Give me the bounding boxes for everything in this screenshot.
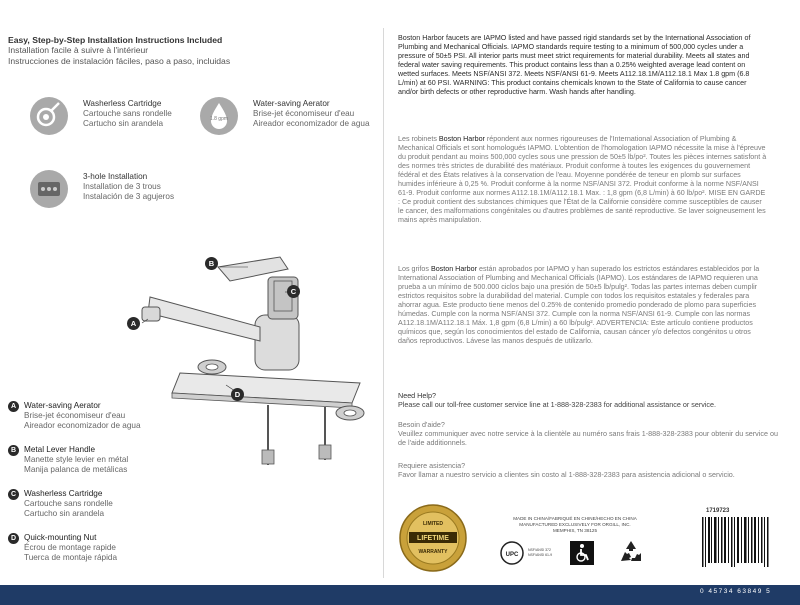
help-answer: Please call our toll-free customer service line at 1-888-328-2383 for additional assistance or service.: [398, 400, 717, 410]
seal-bot-text: WARRANTY: [418, 549, 448, 555]
paragraph-es-prefix: Los grifos: [398, 265, 431, 273]
callout-d: D: [231, 388, 244, 401]
legend-label-es: Tuerca de montaje rápida: [24, 553, 117, 562]
paragraph-fr-brand: Boston Harbor: [438, 135, 485, 143]
aerator-badge: 1.8 gpm: [209, 116, 229, 122]
help-question: Besoin d'aide?: [398, 420, 445, 429]
cartridge-icon: [30, 97, 68, 135]
legend-label-en: Washerless Cartridge: [24, 489, 103, 498]
barcode-icon: [700, 517, 772, 567]
paragraph-es-brand: Boston Harbor: [430, 265, 477, 273]
feature-label-fr: Installation de 3 trous: [83, 182, 161, 192]
made-in-block: [500, 516, 650, 534]
feature-label-en: 3-hole Installation: [83, 172, 148, 181]
callout-b: B: [205, 257, 218, 270]
legend-label-es: Aireador economizador de agua: [24, 421, 141, 430]
feature-label-es: Instalación de 3 agujeros: [83, 192, 175, 202]
help-es: [398, 461, 778, 479]
column-divider: [383, 28, 384, 578]
feature-label-es: Cartucho sin arandela: [83, 119, 164, 129]
callout-c: C: [287, 285, 300, 298]
feature-label-fr: Brise-jet économiseur d'eau: [253, 109, 355, 119]
sku-number: 1719723: [706, 508, 730, 514]
help-question: Requiere asistencia?: [398, 461, 466, 470]
legend-badge: B: [8, 445, 19, 456]
cert-line: NSF/ANSI 61-9: [528, 552, 553, 557]
help-answer: Veuillez communiquer avec notre service à la clientèle au numéro sans frais 1-888-328-2383 pour obtenir du service ou de l'aide additionnels.: [398, 429, 778, 448]
legend-badge: D: [8, 533, 19, 544]
recycle-icon: [616, 538, 646, 568]
help-fr: [398, 420, 778, 448]
legend-label-en: Water-saving Aerator: [24, 401, 101, 410]
legend-label-es: Manija palanca de metálicas: [24, 465, 128, 474]
legend-label-fr: Brise-jet économiseur d'eau: [24, 411, 126, 420]
three-hole-icon: [30, 170, 68, 208]
header-line-es: Instrucciones de instalación fáciles, paso a paso, incluidas: [8, 55, 231, 66]
paragraph-es: [398, 265, 768, 346]
feature-label-fr: Cartouche sans rondelle: [83, 109, 172, 119]
header: [8, 35, 378, 66]
faucet-illustration: [120, 245, 380, 475]
paragraph-fr-prefix: Les robinets: [398, 135, 439, 143]
barcode-digits: 0 45734 63849 5: [700, 588, 772, 595]
lifetime-warranty-seal: [398, 503, 468, 573]
seal-mid-text: LIFETIME: [417, 535, 449, 542]
legend-label-es: Cartucho sin arandela: [24, 509, 105, 518]
accessibility-icon: [570, 541, 594, 565]
legend-label-en: Metal Lever Handle: [24, 445, 95, 454]
feature-label-en: Water-saving Aerator: [253, 99, 330, 108]
callout-a: A: [127, 317, 140, 330]
legend-label-fr: Manette style levier en métal: [24, 455, 129, 464]
help-answer: Favor llamar a nuestro servicio a clientes sin costo al 1-888-328-2383 para asistencia adicional o servicio.: [398, 470, 735, 480]
paragraph-en: Boston Harbor faucets are IAPMO listed and have passed rigid standards set by the International Association of Plumbing and Mechanical Officials. IAPMO standards require testing to a minimum of 500,000 cycles under a pressure of 50±5 PSI. All interior parts must meet strict requirements for material durability. Meets all states and federal water saving requirements. This product contains less than a 0.25% weighted average lead content on wetted surfaces. Meets NSF/ANSI 372. Meets NSF/ANSI 61-9. Meets A112.18.1M/A112.18.1 Max 1.8 gpm (6.8 L/min) at 60 PSI. WARNING: This product contains chemicals known to the State of California to cause cancer and/or birth defects or other reproductive harm. Wash hands after handling.: [398, 34, 751, 96]
legend-badge: A: [8, 401, 19, 412]
paragraph-fr-body: répondent aux normes rigoureuses de l'International Association of Plumbing & Mechanical Officials et sont homologués IAPMO. L'obtention de l'homologation IAPMO nécessite la mise à l'épreuve du produit pendant au moins 500,000 cycles sous une pression de 50±5 lb/po². Toutes les pièces internes satisfont à des normes très strictes de durabilité des matériaux. Produit conforme à toutes les exigences du gouvernement fédéral et des États relatives à la conservation de l'eau. Moyenne pondérée de teneur en plomb sur surfaces humides inférieure à 0,25 %. Produit conforme à la norme NSF/ANSI 372. Produit conforme à la norme NSF/ANSI 61-9. Produit conforme aux normes A112.18.1M/A112.18.1 Max. : 1,8 gpm (6,8 L/min) à 60 lb/po². MISE EN GARDE : Ce produit contient des substances chimiques que l'État de la Californie considère comme susceptibles de causer le cancer, des malformations congénitales ou d'autres problèmes de santé reproductive. Se laver soigneusement les mains après manipulation.: [398, 135, 767, 224]
help-question: Need Help?: [398, 391, 436, 400]
cert-lines: [528, 548, 552, 557]
made-in-line: MEMPHIS, TN 38125: [552, 528, 598, 533]
seal-top-text: LIMITED: [423, 521, 443, 527]
legend-label-fr: Cartouche sans rondelle: [24, 499, 113, 508]
aerator-icon: [200, 97, 238, 135]
paragraph-es-body: están aprobados por IAPMO y han superado los estrictos estándares establecidos por la International Association of Plumbing and Mechanical Officials (IAPMO). Los estándares de IAPMO requieren una prueba a un mínimo de 500.000 ciclos bajo una presión de 50±5 lb/pulg². Todas las partes internas deben cumplir estrictos requisitos sobre la durabilidad del material. Cumple con todos los requisitos estatales y federales para ahorrar agua. Este producto tiene menos del 0.25% de contenido promedio ponderado de plomo para superficies húmedas. Cumple con la norma NSF/ANSI 372. Cumple con la norma NSF/ANSI 61-9. Cumple con las normas A112.18.1M/A112.18.1 Máx. 1,8 gpm (6,8 L/min) a 60 lb/pulg². ADVERTENCIA: Este artículo contiene productos químicos que, según los conocimientos del estado de California, causan cáncer y/o defectos congénitos u otros daños reproductivos. Lávese las manos después de utilizarlo.: [398, 265, 760, 345]
paragraph-fr: [398, 135, 768, 225]
header-line-en: Easy, Step-by-Step Installation Instructions Included: [8, 35, 223, 45]
bottom-bar: [0, 585, 800, 605]
feature-label-en: Washerless Cartridge: [83, 99, 162, 108]
feature-label-es: Aireador economizador de agua: [253, 119, 370, 129]
cert-mark: UPC: [505, 552, 519, 558]
help-en: [398, 391, 778, 409]
made-in-line: MADE IN CHINA/FABRIQUÉ EN CHINE/HECHO EN CHINA: [513, 516, 637, 521]
cert-line: NSF/ANSI 372: [528, 548, 551, 552]
header-line-fr: Installation facile à suivre à l'intérieur: [8, 45, 149, 56]
legend-label-en: Quick-mounting Nut: [24, 533, 97, 542]
made-in-line: MANUFACTURED EXCLUSIVELY FOR ORGILL, INC.: [519, 522, 631, 527]
legend-badge: C: [8, 489, 19, 500]
legend-label-fr: Écrou de montage rapide: [24, 543, 116, 552]
